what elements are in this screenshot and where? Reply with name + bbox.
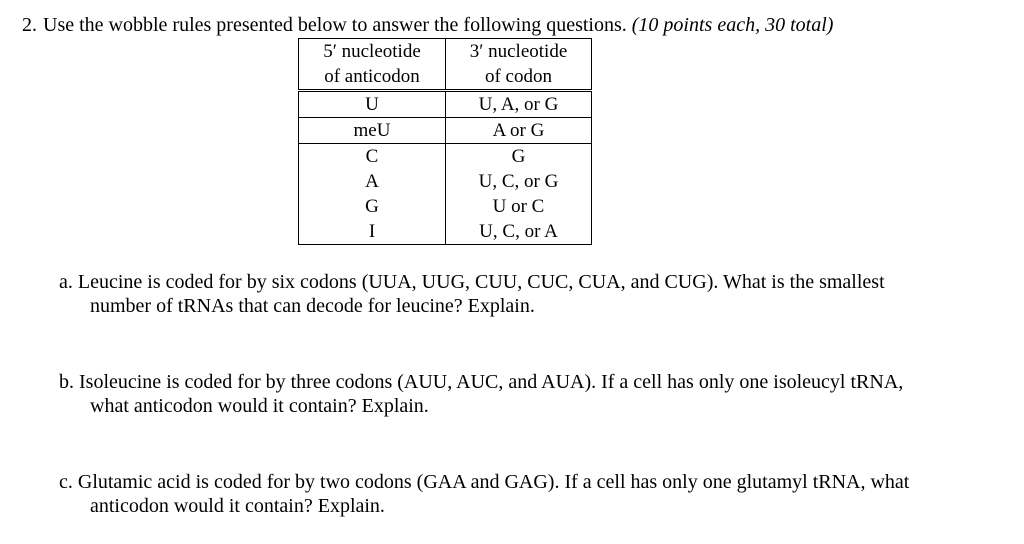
question-c-line2: anticodon would it contain? Explain. bbox=[90, 495, 385, 517]
table-row bbox=[299, 91, 592, 118]
table-header-row bbox=[299, 39, 592, 91]
question-b bbox=[59, 370, 999, 418]
codon-cell: U, A, or G bbox=[446, 91, 592, 118]
points-note: (10 points each, 30 total) bbox=[631, 14, 834, 36]
codon-cell: A or G bbox=[446, 118, 592, 144]
question-c-line1: c. Glutamic acid is coded for by two codons (GAA and GAG). If a cell has only one glutamyl tRNA, what bbox=[59, 471, 910, 493]
question-a bbox=[59, 270, 999, 318]
codon-cell: U, C, or G bbox=[446, 169, 592, 194]
header-codon-line1: 3′ nucleotide bbox=[469, 41, 568, 62]
question-number: 2. bbox=[22, 14, 37, 36]
codon-cell: U, C, or A bbox=[446, 219, 592, 245]
header-anticodon-line2: of anticodon bbox=[324, 66, 420, 87]
header-anticodon-line1: 5′ nucleotide bbox=[323, 41, 421, 62]
header-anticodon bbox=[299, 39, 446, 91]
anticodon-cell: A bbox=[299, 169, 446, 194]
table-row bbox=[299, 169, 592, 194]
anticodon-cell: I bbox=[299, 219, 446, 245]
question-a-line1: a. Leucine is coded for by six codons (UUA, UUG, CUU, CUC, CUA, and CUG). What is the smallest bbox=[59, 271, 885, 293]
codon-cell: U or C bbox=[446, 194, 592, 219]
header-codon bbox=[446, 39, 592, 91]
table-row bbox=[299, 219, 592, 245]
anticodon-cell: C bbox=[299, 144, 446, 170]
question-b-line1: b. Isoleucine is coded for by three codons (AUU, AUC, and AUA). If a cell has only one isoleucyl tRNA, bbox=[59, 371, 904, 393]
anticodon-cell: meU bbox=[299, 118, 446, 144]
question-c bbox=[59, 470, 999, 518]
question-b-line2: what anticodon would it contain? Explain. bbox=[90, 395, 429, 417]
anticodon-cell: G bbox=[299, 194, 446, 219]
wobble-rules-table bbox=[298, 38, 592, 245]
header-codon-line2: of codon bbox=[484, 66, 552, 87]
table-row bbox=[299, 144, 592, 170]
question-heading bbox=[22, 13, 833, 37]
table-row bbox=[299, 118, 592, 144]
question-instructions: Use the wobble rules presented below to answer the following questions. bbox=[43, 14, 627, 36]
anticodon-cell: U bbox=[299, 91, 446, 118]
codon-cell: G bbox=[446, 144, 592, 170]
question-a-line2: number of tRNAs that can decode for leucine? Explain. bbox=[90, 295, 535, 317]
table-row bbox=[299, 194, 592, 219]
